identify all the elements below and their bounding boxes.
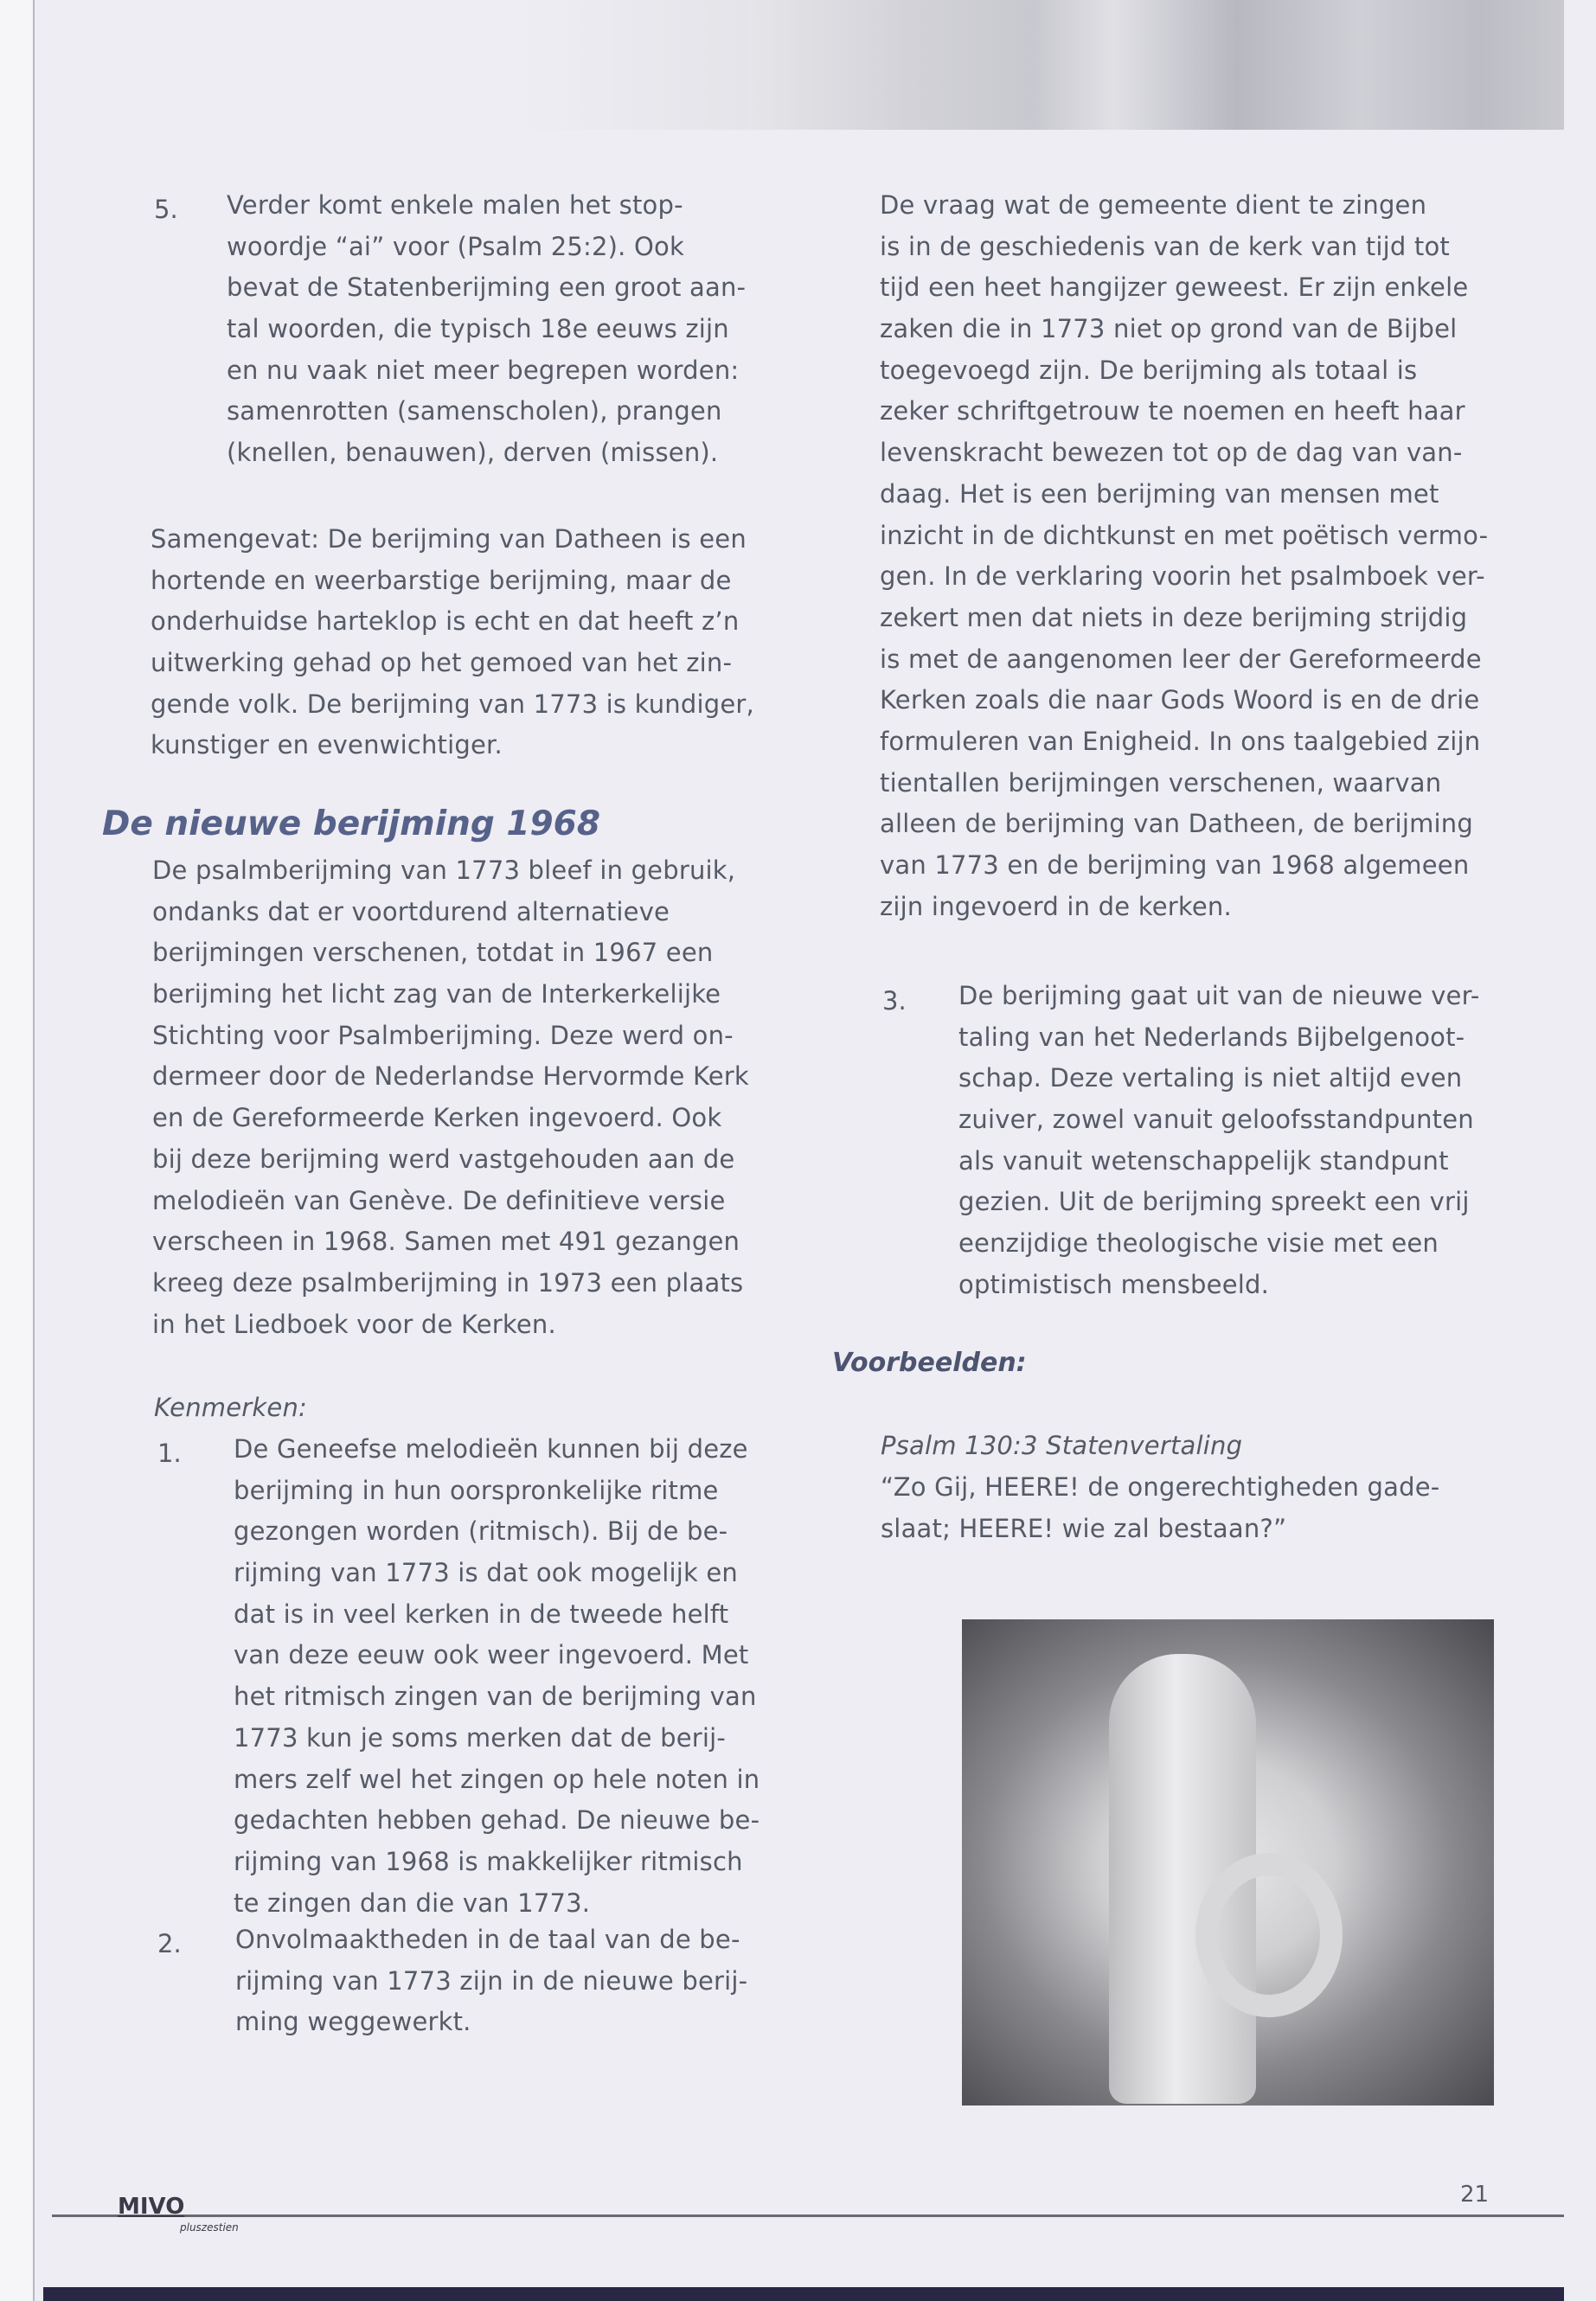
text-line: bevat de Statenberijming een groot aan- — [227, 272, 747, 303]
text-line: Verder komt enkele malen het stop- — [227, 190, 683, 220]
right-intro-paragraph — [880, 185, 1488, 927]
summary-paragraph — [151, 519, 754, 766]
text-line: hortende en weerbarstige berijming, maar de — [151, 565, 732, 595]
text-line: als vanuit wetenschappelijk standpunt — [958, 1145, 1449, 1176]
text-line: en de Gereformeerde Kerken ingevoerd. Ook — [152, 1103, 722, 1133]
text-line: Kerken zoals die naar Gods Woord is en de drie — [880, 685, 1480, 715]
text-line: ondanks dat er voortdurend alternatieve — [152, 896, 670, 926]
text-line: gende volk. De berijming van 1773 is kundiger, — [151, 689, 754, 719]
list-item-3 — [958, 976, 1480, 1306]
list-item-5 — [227, 185, 746, 474]
text-line: te zingen dan die van 1773. — [234, 1888, 591, 1918]
text-line: dat is in veel kerken in de tweede helft — [234, 1599, 729, 1629]
intro-paragraph — [152, 850, 749, 1345]
text-line: inzicht in de dichtkunst en met poëtisch vermo- — [880, 520, 1489, 550]
text-line: tientallen berijmingen verschenen, waarvan — [880, 767, 1442, 798]
text-line: rijming van 1968 is makkelijker ritmisch — [234, 1846, 743, 1876]
text-line: samenrotten (samenscholen), prangen — [227, 396, 722, 426]
text-line: dermeer door de Nederlandse Hervormde Kerk — [152, 1061, 749, 1092]
kenmerken-label: Kenmerken: — [154, 1393, 308, 1422]
page-number: 21 — [1460, 2182, 1490, 2208]
list-number: 1. — [157, 1439, 182, 1468]
text-line: De psalmberijming van 1773 bleef in gebruik, — [152, 856, 736, 885]
text-line: zeker schriftgetrouw te noemen en heeft haar — [880, 396, 1465, 426]
text-line: van deze eeuw ook weer ingevoerd. Met — [234, 1640, 749, 1670]
text-line: De berijming gaat uit van de nieuwe ver- — [958, 981, 1480, 1010]
text-line: (knellen, benauwen), derven (missen). — [227, 438, 719, 468]
text-line: optimistisch mensbeeld. — [958, 1269, 1270, 1299]
text-line: berijming het licht zag van de Interkerkelijke — [152, 979, 721, 1009]
text-line: toegevoegd zijn. De berijming als totaal is — [880, 355, 1418, 385]
quote-source: Psalm 130:3 Statenvertaling — [881, 1431, 1243, 1460]
text-line: verscheen in 1968. Samen met 491 gezangen — [152, 1227, 740, 1257]
text-line: uitwerking gehad op het gemoed van het zin- — [151, 648, 733, 678]
text-line: gen. In de verklaring voorin het psalmboek ver- — [880, 561, 1485, 592]
text-line: De Geneefse melodieën kunnen bij deze — [234, 1434, 748, 1464]
section-heading: De nieuwe berijming 1968 — [102, 804, 600, 843]
list-item-2 — [235, 1920, 747, 2043]
list-number: 2. — [157, 1929, 182, 1958]
text-line: bij deze berijming werd vastgehouden aan de — [152, 1144, 735, 1174]
text-line: tijd een heet hangijzer geweest. Er zijn enkele — [880, 272, 1469, 303]
text-line: rijming van 1773 is dat ook mogelijk en — [234, 1558, 738, 1588]
text-line: taling van het Nederlands Bijbelgenoot- — [958, 1022, 1465, 1052]
text-line: zijn ingevoerd in de kerken. — [880, 891, 1232, 921]
footer-rule — [52, 2214, 1564, 2217]
text-line: zaken die in 1773 niet op grond van de Bijbel — [880, 314, 1458, 344]
text-line: rijming van 1773 zijn in de nieuwe berij- — [235, 1965, 748, 1996]
text-line: gedachten hebben gehad. De nieuwe be- — [234, 1805, 760, 1836]
text-line: kunstiger en evenwichtiger. — [151, 730, 503, 760]
text-line: Stichting voor Psalmberijming. Deze werd on- — [152, 1020, 734, 1050]
page-edge — [0, 0, 35, 2301]
text-line: is in de geschiedenis van de kerk van tijd tot — [880, 231, 1450, 261]
text-line: van 1773 en de berijming van 1968 algemeen — [880, 850, 1470, 880]
text-line: melodieën van Genève. De definitieve versie — [152, 1185, 726, 1215]
text-line: Onvolmaaktheden in de taal van de be- — [235, 1925, 740, 1954]
text-line: het ritmisch zingen van de berijming van — [234, 1682, 757, 1712]
text-line: zekert men dat niets in deze berijming strijdig — [880, 602, 1468, 632]
text-line: daag. Het is een berijming van mensen met — [880, 478, 1439, 509]
text-line: formuleren van Enigheid. In ons taalgebied zijn — [880, 726, 1481, 756]
examples-heading: Voorbeelden: — [832, 1348, 1027, 1378]
text-line: zuiver, zowel vanuit geloofsstandpunten — [958, 1105, 1474, 1135]
text-line: woordje “ai” voor (Psalm 25:2). Ook — [227, 231, 684, 261]
text-line: eenzijdige theologische visie met een — [958, 1228, 1439, 1259]
text-line: tal woorden, die typisch 18e eeuws zijn — [227, 314, 729, 344]
statue-photo — [962, 1619, 1494, 2106]
text-line: ming weggewerkt. — [235, 2007, 471, 2037]
mivo-logo: MIVO — [118, 2194, 185, 2220]
list-number: 3. — [882, 986, 907, 1016]
header-photo-strip — [747, 0, 1564, 130]
quote-text — [881, 1467, 1439, 1549]
text-line: en nu vaak niet meer begrepen worden: — [227, 355, 740, 385]
text-line: berijmingen verschenen, totdat in 1967 een — [152, 938, 714, 968]
text-line: 1773 kun je soms merken dat de berij- — [234, 1722, 727, 1753]
text-line: onderhuidse harteklop is echt en dat heeft z’n — [151, 606, 740, 637]
list-item-1 — [234, 1429, 760, 1924]
text-line: alleen de berijming van Datheen, de berijming — [880, 809, 1473, 839]
text-line: De vraag wat de gemeente dient te zingen — [880, 190, 1427, 220]
text-line: “Zo Gij, HEERE! de ongerechtigheden gade- — [881, 1472, 1440, 1502]
text-line: gezien. Uit de berijming spreekt een vrij — [958, 1187, 1470, 1217]
text-line: in het Liedboek voor de Kerken. — [152, 1309, 556, 1339]
text-line: mers zelf wel het zingen op hele noten in — [234, 1764, 760, 1794]
text-line: is met de aangenomen leer der Gereformeerde — [880, 644, 1482, 674]
text-line: Samengevat: De berijming van Datheen is een — [151, 524, 747, 554]
bottom-band — [43, 2287, 1564, 2301]
list-number: 5. — [154, 195, 178, 224]
mivo-logo-subtitle: pluszestien — [180, 2221, 239, 2234]
text-line: schap. Deze vertaling is niet altijd even — [958, 1063, 1463, 1093]
text-line: levenskracht bewezen tot op de dag van van- — [880, 438, 1463, 468]
text-line: berijming in hun oorspronkelijke ritme — [234, 1475, 719, 1505]
text-line: gezongen worden (ritmisch). Bij de be- — [234, 1516, 728, 1547]
text-line: slaat; HEERE! wie zal bestaan?” — [881, 1513, 1287, 1543]
text-line: kreeg deze psalmberijming in 1973 een plaats — [152, 1267, 744, 1298]
